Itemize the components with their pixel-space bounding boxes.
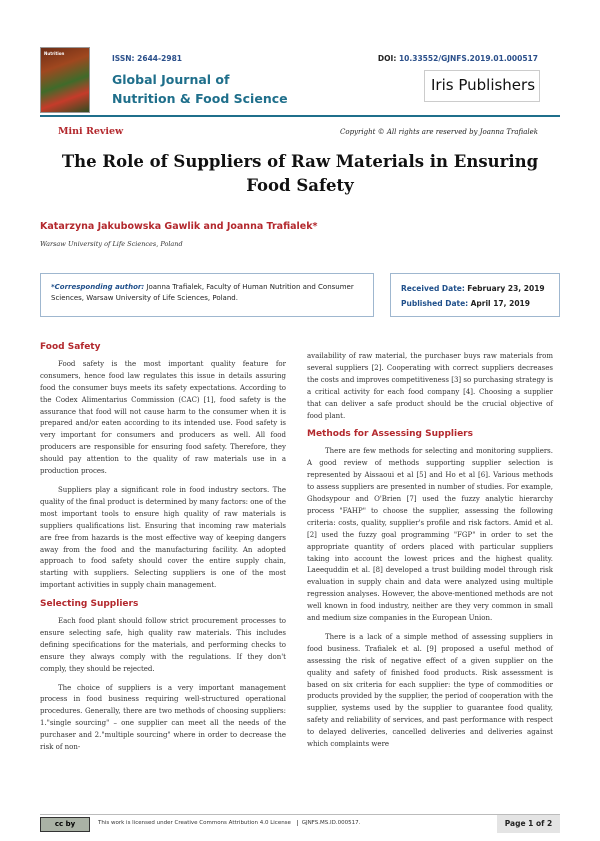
left-column bbox=[40, 342, 286, 761]
publisher-logo bbox=[424, 70, 540, 102]
article-title: The Role of Suppliers of Raw Materials in Ensuring Food Safety bbox=[61, 152, 539, 195]
manuscript-id: GJNFS.MS.ID.000517. bbox=[297, 820, 361, 826]
section-heading-methods: Methods for Assessing Suppliers bbox=[307, 429, 473, 440]
paragraph: The choice of suppliers is a very important management process in food business requiring well-structured operational procedures. Generally, there are two methods of choosing suppliers: 1."single sourcing" – one supplier can meet all the needs of the purchaser and 2."multiple sourcing" where in order to decrease the risk of non- bbox=[40, 683, 286, 752]
journal-title bbox=[112, 70, 312, 108]
paragraph: There are few methods for selecting and monitoring suppliers. A good review of methods supporting supplier selection is represented by Aissaoui et al [5] and Ho et al [6]. Various methods to assess suppliers are presented in number of studies. For example, Ghodsypour and O'Brien [7] used the fuzzy analytic hierarchy process "FAHP" to choose the supplier, assessing the following criteria: costs, quality, supplier's profile and risk factors. Amid et al. [2] used the fuzzy goal programming "FGP" in order to set the appropriate quantity of orders placed with particular suppliers taking into account the lowest prices and the highest quality. Laeequddin et al. [8] developed a trust building model through risk evaluation in supply chain and data were analyzed using multiple regression analyses. However, the above-mentioned methods are not well known in food industry, neither are they very common in small and medium size companies in the European Union. bbox=[307, 447, 553, 623]
journal-title-line2: Nutrition & Food Science bbox=[112, 91, 288, 106]
paragraph: There is a lack of a simple method of assessing suppliers in food business. Trafialek et al. [9] proposed a useful method of assessing the risk of negative effect of a given supplier on the quality and safety of finished food products. Risk assessment is based on six criteria for each supplier: the type of commodities or products provided by the supplier, the period of cooperation with the supplier, systems used by the supplier to guarantee food quality, safety and reliability of services, and past performance with respect to delayed deliveries, cancelled deliveries and deliveries against which complaints were bbox=[307, 632, 553, 749]
publisher-logo-text: Iris Publishers bbox=[431, 76, 536, 94]
copyright: Copyright © All rights are reserved by Joanna Trafialek bbox=[340, 128, 538, 136]
corresponding-author-label: *Corresponding author: bbox=[51, 283, 145, 291]
article-type: Mini Review bbox=[58, 126, 124, 137]
doi bbox=[378, 54, 538, 63]
doi-label: DOI: bbox=[377, 54, 397, 63]
journal-cover-thumbnail bbox=[40, 47, 90, 113]
authors: Katarzyna Jakubowska Gawlik and Joanna Trafialek* bbox=[40, 221, 318, 232]
published-date-value: April 17, 2019 bbox=[470, 299, 530, 308]
paragraph: Each food plant should follow strict procurement processes to ensure selecting safe, high quality raw materials. This includes defining specifications for the materials, and performing checks to ensure they always comply with the regulations. If they don't comply, they should be rejected. bbox=[40, 617, 286, 673]
footer-divider bbox=[40, 814, 560, 815]
paragraph: availability of raw material, the purchaser buys raw materials from several suppliers [2]. Cooperating with correct suppliers decreases the costs and improves competitiveness [3] so purchasing strategy is a critical activity for each food company [4]. Choosing a supplier that can deliver a safe product should be the crucial objective of food plant. bbox=[307, 352, 553, 420]
paragraph: Suppliers play a significant role in food industry sectors. The quality of the final product is determined by many factors: one of the most important tools to ensure high quality of raw materials is suppliers qualifications list. Ensuring that incoming raw materials are free from hazards is the most effective way of keeping dangers away from the food and the manufacturing facility. An adopted approach to food safety should cover the entire supply chain, starting with suppliers. Selecting suppliers is one of the most important activities in supply chain management. bbox=[40, 485, 286, 590]
received-date-label: Received Date: bbox=[401, 284, 465, 293]
header-divider bbox=[40, 115, 560, 117]
cover-text: Nutrition bbox=[44, 51, 65, 56]
license-line bbox=[98, 820, 360, 826]
doi-link[interactable]: 10.33552/GJNFS.2019.01.000517 bbox=[398, 54, 538, 63]
issn: ISSN: 2644-2981 bbox=[112, 54, 183, 63]
journal-title-line1: Global Journal of bbox=[112, 72, 230, 87]
license-text: This work is licensed under Creative Commons Attribution 4.0 License bbox=[98, 820, 291, 826]
received-date-value: February 23, 2019 bbox=[467, 284, 545, 293]
creative-commons-badge[interactable]: cc by bbox=[40, 817, 90, 832]
affiliation: Warsaw University of Life Sciences, Poland bbox=[40, 240, 183, 248]
section-heading-food-safety: Food Safety bbox=[40, 342, 101, 352]
paragraph: Food safety is the most important quality feature for consumers, hence food law regulates this issue in details assuring food the consumer buys meets its safety expectations. According to the Codex Alimentarius Commission (CAC) [1], food safety is the assurance that food will not cause harm to the consumer when it is prepared and/or eaten according to its intended use. Food safety is very important for consumers and producers as well. All food producers are responsible for ensuring food safety. Therefore, they should pay attention to the quality of raw materials use in a production proces. bbox=[40, 359, 286, 476]
dates-box bbox=[390, 273, 560, 317]
right-column bbox=[307, 351, 553, 758]
page-number: Page 1 of 2 bbox=[497, 815, 560, 833]
section-heading-selecting-suppliers: Selecting Suppliers bbox=[40, 599, 139, 610]
corresponding-author-box bbox=[40, 273, 374, 317]
published-date-label: Published Date: bbox=[401, 299, 469, 308]
corresponding-author-text: Joanna Trafialek, Faculty of Human Nutrition and Consumer Sciences, Warsaw University of Life Sciences, Poland. bbox=[51, 283, 354, 302]
